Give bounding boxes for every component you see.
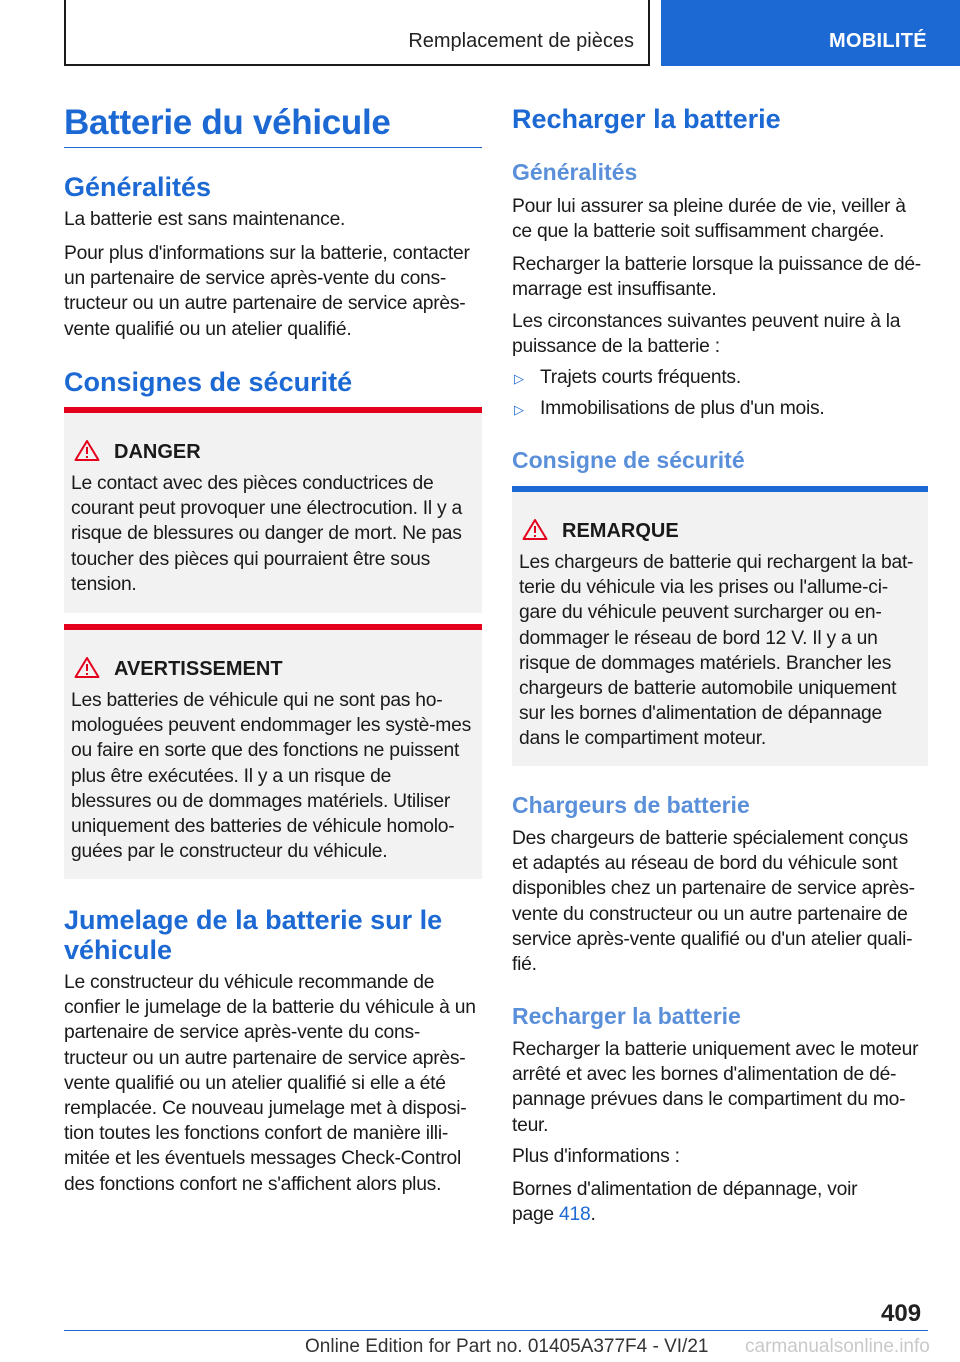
warning-triangle-icon: [74, 656, 100, 678]
list-item: [512, 393, 928, 424]
paragraph: Recharger la batterie uniquement avec le moteur arrêté et avec les bornes d'alimentation de dé-pannage prévues dans le compartiment du mo-teur.: [512, 1039, 919, 1136]
warning-text: Les batteries de véhicule qui ne sont pas ho-mologuées peuvent endommager les systè-mes ou faire en sorte que des fonctions ne puissent plus être exécutées. Il y a un risque de blessures ou de dommages matériels. Utiliser uniquement des batteries de véhicule homolo-guées par le constructeur du véhicule.: [71, 690, 471, 863]
footer-rule: [64, 1330, 928, 1331]
warning-label: AVERTISSEMENT: [114, 658, 283, 680]
edition-info: Online Edition for Part no. 01405A377F4 - VI/21: [305, 1336, 709, 1357]
heading-recharger-main: Recharger la batterie: [512, 104, 781, 134]
page-number: 409: [881, 1300, 922, 1327]
note-label: REMARQUE: [562, 520, 679, 542]
header-section-tab: [64, 0, 650, 66]
circumstances-list: [512, 362, 928, 424]
header-chapter-label: MOBILITÉ: [829, 30, 927, 52]
heading-generalites-left: Généralités: [64, 172, 212, 202]
warning-box: [64, 624, 482, 879]
warning-title: [74, 656, 283, 681]
list-item-text: Immobilisations de plus d'un mois.: [540, 398, 825, 419]
watermark: carmanualsonline.info: [745, 1336, 930, 1357]
danger-title: [74, 439, 201, 464]
danger-box: [64, 407, 482, 613]
list-item-text: Trajets courts fréquents.: [540, 367, 741, 388]
page-link[interactable]: 418: [559, 1204, 591, 1226]
header-section-label: Remplacement de pièces: [408, 30, 634, 52]
page-title-left: Batterie du véhicule: [64, 103, 391, 142]
crossref-text: Bornes d'alimentation de dépannage, voir page: [512, 1179, 858, 1226]
warning-triangle-icon: [74, 439, 100, 461]
heading-consignes: Consignes de sécurité: [64, 367, 353, 397]
heading-generalites-right: Généralités: [512, 159, 638, 185]
crossref-end: .: [590, 1204, 596, 1226]
paragraph: Le constructeur du véhicule recommande de confier le jumelage de la batterie du véhicule à un partenaire de service après-vente du cons-tructeur ou un autre partenaire de service après-vente qualifié ou un atelier qualifié si elle a été remplacée. Ce nouveau jumelage met à disposi-tion toutes les fonctions confort de manière illi-mitée et les éventuels messages Check-Control des fonctions confort ne s'affichent alors plus.: [64, 972, 476, 1195]
warning-triangle-icon: [522, 518, 548, 540]
list-item: [512, 362, 928, 393]
arrow-right-icon: ▷: [514, 402, 524, 417]
heading-chargeurs: Chargeurs de batterie: [512, 792, 750, 818]
paragraph: Pour plus d'informations sur la batterie, contacter un partenaire de service après-vente du cons-tructeur ou un autre partenaire de service après-vente qualifié ou un atelier qualifié.: [64, 243, 470, 340]
arrow-right-icon: ▷: [514, 371, 524, 386]
paragraph: [512, 1177, 872, 1227]
heading-consigne: Consigne de sécurité: [512, 447, 745, 473]
title-rule: [64, 147, 482, 148]
danger-text: Le contact avec des pièces conductrices de courant peut provoquer une électrocution. Il y a risque de blessures ou danger de mort. Ne pas toucher des pièces qui pourraient être sous tension.: [71, 473, 463, 595]
danger-label: DANGER: [114, 441, 201, 463]
paragraph: Des chargeurs de batterie spécialement conçus et adaptés au réseau de bord du véhicule sont disponibles chez un partenaire de service après-vente du constructeur ou un autre partenaire de service après-vente qualifié ou d'un atelier quali-fié.: [512, 828, 915, 976]
note-text: Les chargeurs de batterie qui rechargent la bat-terie du véhicule via les prises ou l'allume-ci-gare du véhicule peuvent surcharger ou en-dommager le réseau de bord 12 V. Il y a un risque de dommages matériels. Brancher les chargeurs de batterie automobile uniquement sur les bornes d'alimentation de dépannage dans le compartiment moteur.: [519, 552, 914, 750]
heading-recharger-sub: Recharger la batterie: [512, 1003, 741, 1029]
heading-jumelage: Jumelage de la batterie sur le véhicule: [64, 905, 443, 965]
paragraph: Les circonstances suivantes peuvent nuire à la puissance de la batterie :: [512, 311, 901, 358]
paragraph: Pour lui assurer sa pleine durée de vie, veiller à ce que la batterie soit suffisamment chargée.: [512, 196, 906, 243]
paragraph: Plus d'informations :: [512, 1146, 680, 1167]
header-chapter-tab: [661, 0, 960, 66]
paragraph: Recharger la batterie lorsque la puissance de dé-marrage est insuffisante.: [512, 254, 921, 301]
note-box: [512, 486, 928, 766]
note-title: [522, 518, 679, 543]
paragraph: La batterie est sans maintenance.: [64, 209, 346, 230]
